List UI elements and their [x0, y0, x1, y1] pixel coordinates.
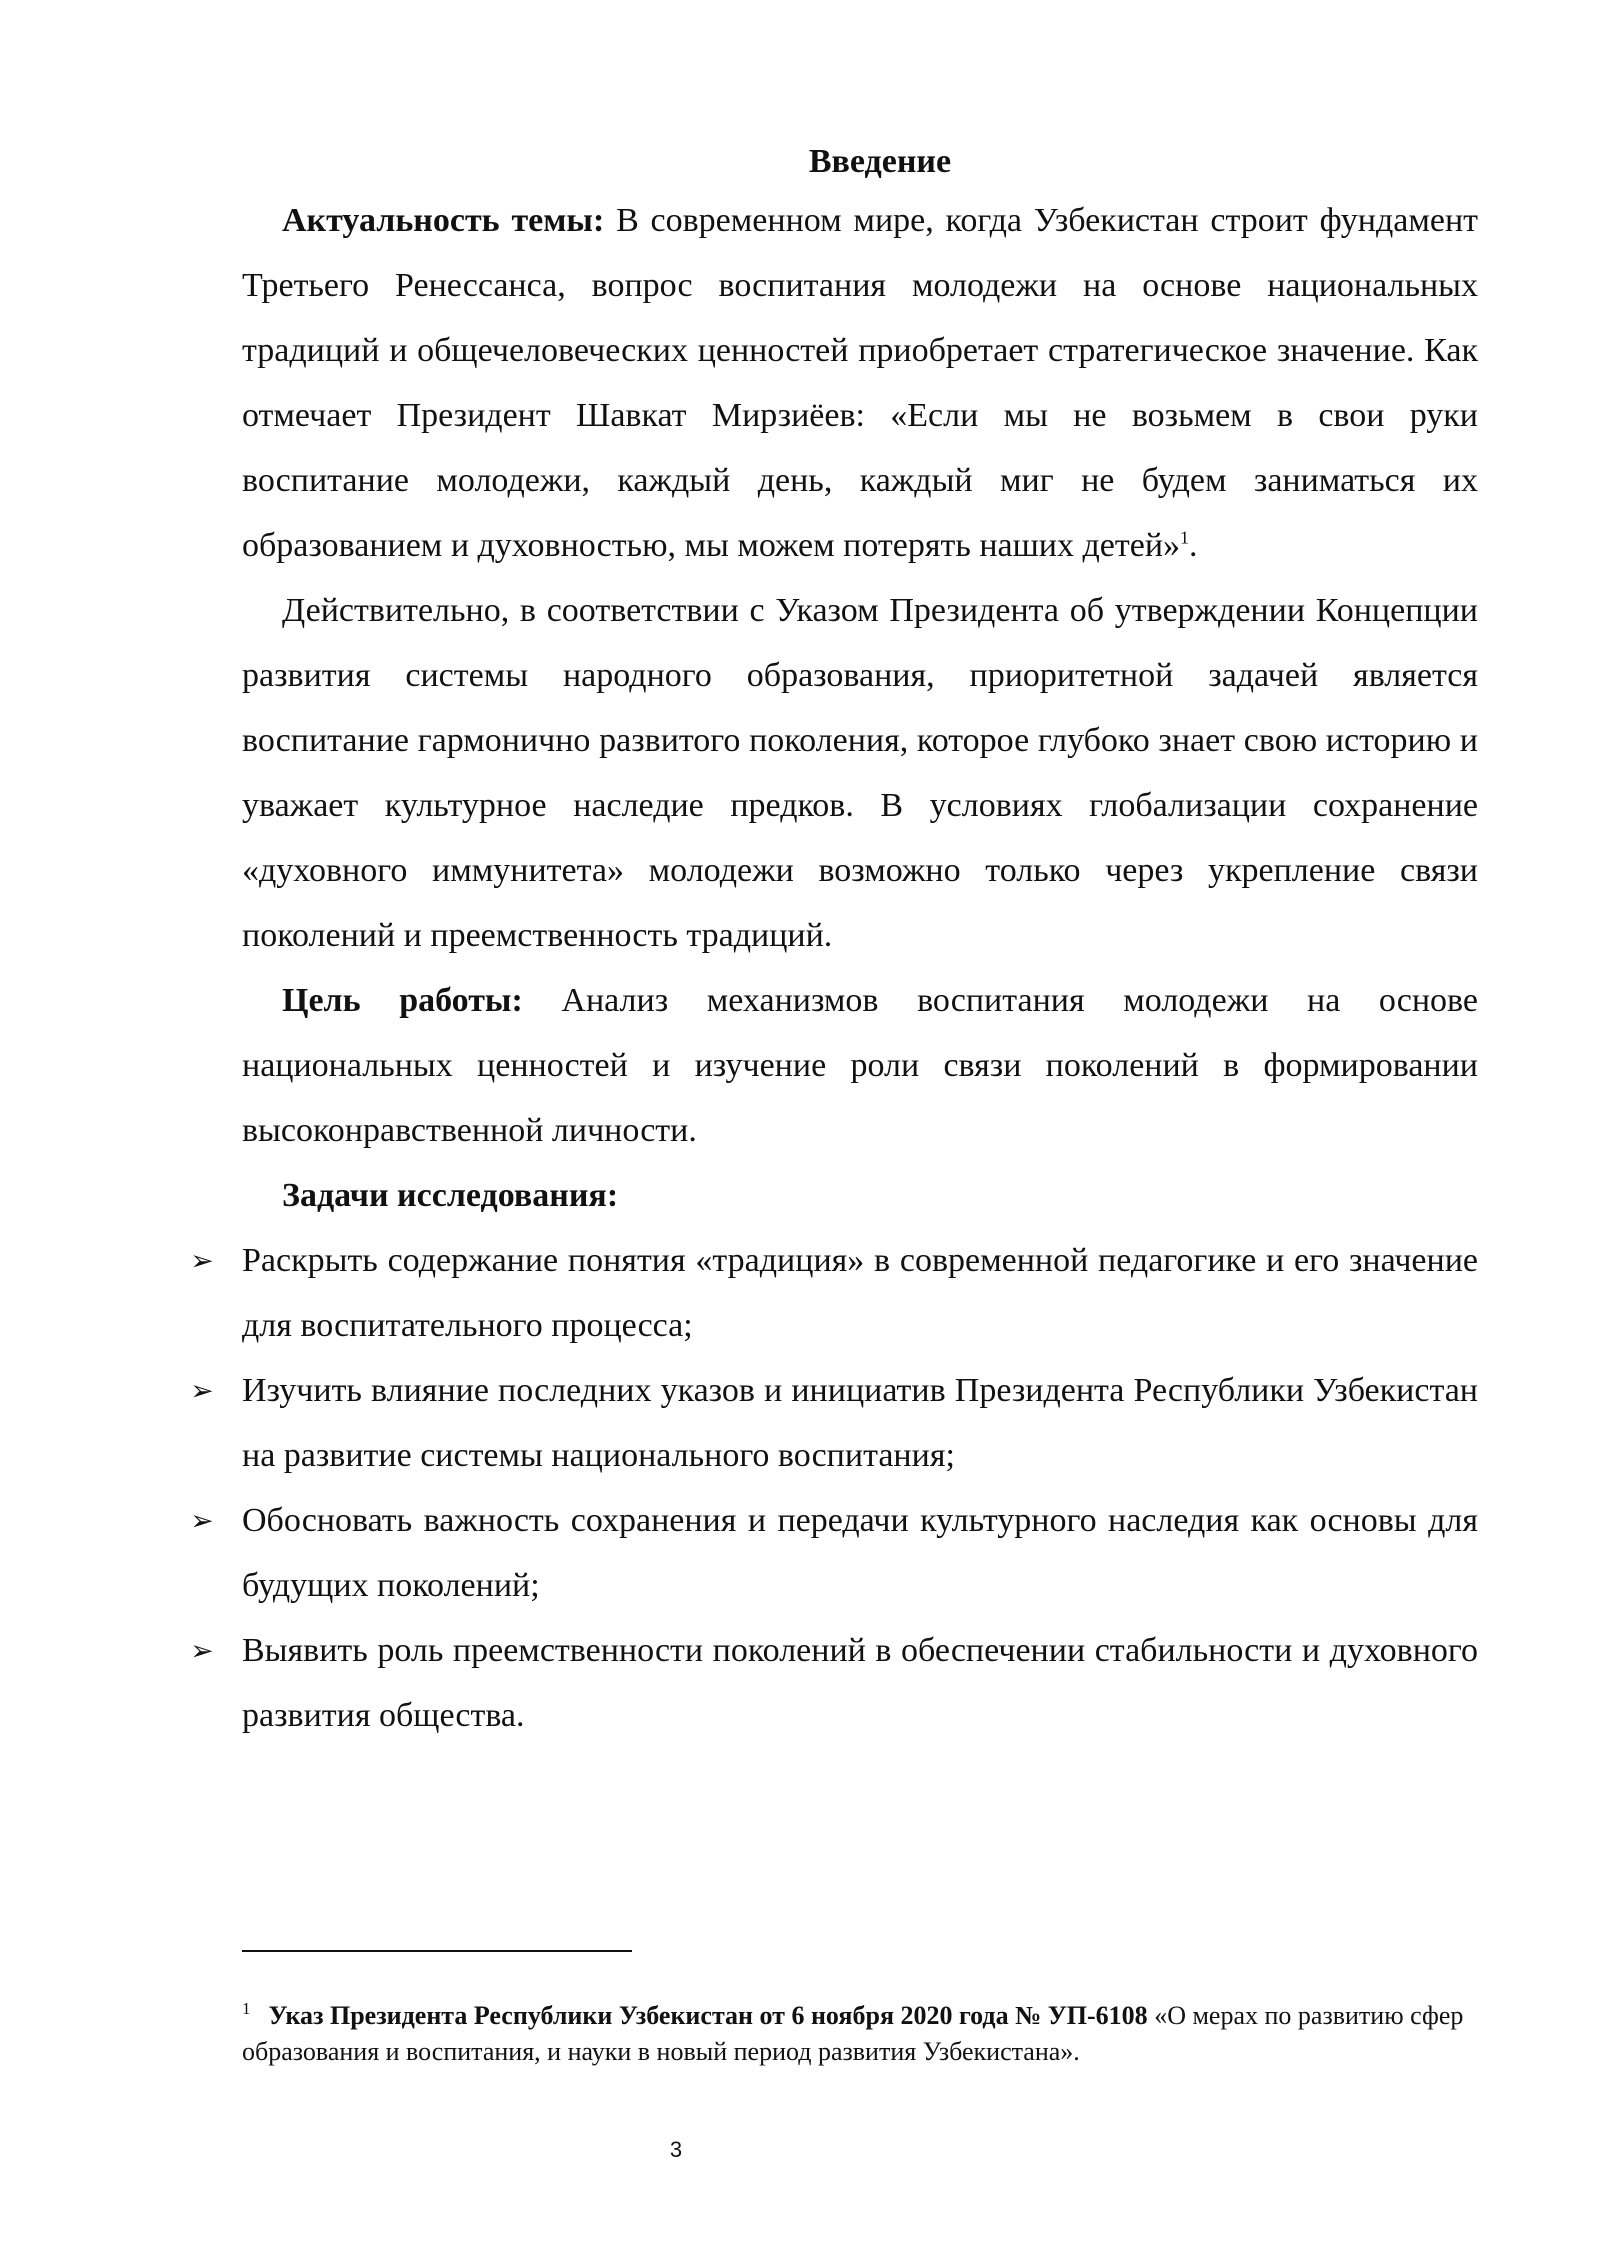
- document-body: [190, 188, 1478, 1748]
- footnote: [242, 1998, 1478, 2070]
- list-item: [190, 1488, 1478, 1618]
- paragraph-lead-relevance: Актуальность темы:: [282, 202, 605, 239]
- paragraph-relevance: [242, 188, 1478, 578]
- task-list: [190, 1228, 1478, 1748]
- list-item: [190, 1228, 1478, 1358]
- arrow-bullet-icon: ➢: [190, 1244, 214, 1277]
- footnote-reference[interactable]: 1: [1180, 527, 1190, 548]
- paragraph-text-concept: Действительно, в соответствии с Указом Президента об утверждении Концепции развития системы народного образования, приоритетной задачей является воспитание гармонично развитого поколения, которое глубоко знает свою историю и уважает культурное наследие предков. В условиях глобализации сохранение «духовного иммунитета» молодежи возможно только через укрепление связи поколений и преемственность традиций.: [242, 592, 1478, 954]
- task-text: Выявить роль преемственности поколений в обеспечении стабильности и духовного развития общества.: [242, 1632, 1478, 1734]
- list-item: [190, 1618, 1478, 1748]
- footnote-decree-title: Указ Президента Республики Узбекистан от 6 ноября 2020 года № УП-6108: [268, 2001, 1148, 2030]
- footnote-mark: 1: [242, 1999, 251, 2019]
- paragraph-tail-relevance: .: [1189, 527, 1198, 564]
- page-title: Введение: [808, 143, 952, 180]
- paragraph-text-goal: Анализ механизмов воспитания молодежи на основе национальных ценностей и изучение роли связи поколений в формировании высоконравственной личности.: [242, 982, 1478, 1149]
- list-item: [190, 1358, 1478, 1488]
- tasks-heading: Задачи исследования:: [282, 1177, 619, 1214]
- task-text: Изучить влияние последних указов и инициатив Президента Республики Узбекистан на развитие системы национального воспитания;: [242, 1372, 1478, 1474]
- paragraph-goal: [242, 968, 1478, 1163]
- paragraph-lead-goal: Цель работы:: [282, 982, 523, 1019]
- arrow-bullet-icon: ➢: [190, 1634, 214, 1667]
- paragraph-concept: [242, 578, 1478, 968]
- page-number: 3: [669, 2137, 683, 2162]
- arrow-bullet-icon: ➢: [190, 1374, 214, 1407]
- footnote-separator: [242, 1950, 632, 1952]
- footnote-text: «О мерах по развитию сфер образования и воспитания, и науки в новый период развития Узбекистана».: [242, 2001, 1464, 2066]
- task-text: Раскрыть содержание понятия «традиция» в современной педагогике и его значение для воспитательного процесса;: [242, 1242, 1478, 1344]
- arrow-bullet-icon: ➢: [190, 1504, 214, 1537]
- task-text: Обосновать важность сохранения и передачи культурного наследия как основы для будущих поколений;: [242, 1502, 1478, 1604]
- paragraph-text-relevance: В современном мире, когда Узбекистан строит фундамент Третьего Ренессанса, вопрос воспитания молодежи на основе национальных традиций и общечеловеческих ценностей приобретает стратегическое значение. Как отмечает Президент Шавкат Мирзиёев: «Если мы не возьмем в свои руки воспитание молодежи, каждый день, каждый миг не будем заниматься их образованием и духовностью, мы можем потерять наших детей»: [242, 202, 1478, 564]
